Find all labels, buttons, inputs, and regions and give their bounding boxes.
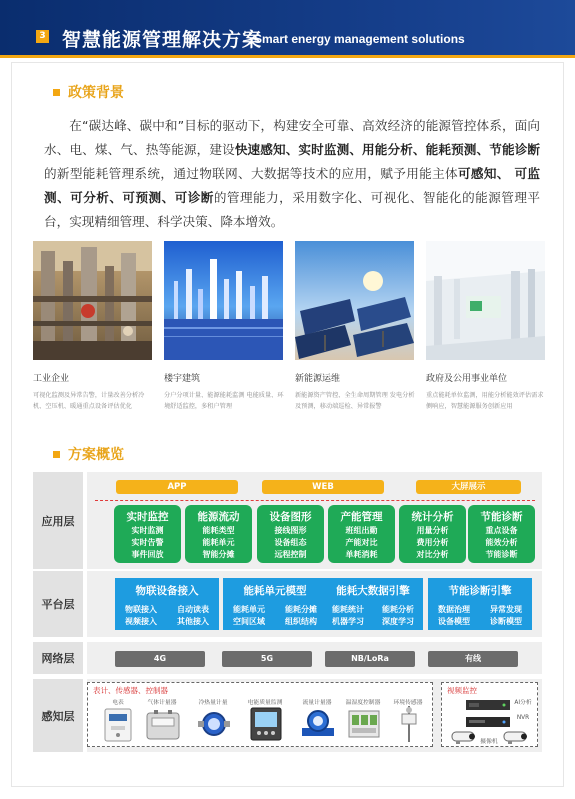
module-item: 费用分析 (416, 538, 449, 547)
overview-heading (53, 444, 124, 464)
module-item: 智能分摊 (202, 550, 235, 559)
module-title: 物联设备接入 (135, 585, 199, 597)
case-description: 新能源资产管控、全生命周期管理 发电分析及预测，移动端巡检、异常报警 (295, 392, 415, 410)
module-title: 设备图形 (269, 511, 312, 523)
gas-meter-icon (146, 710, 180, 744)
policy-text: 在“碳达峰、碳中和”目标的驱动下，构建安全可靠、高效经济的能源管控体系，面向水、电、煤、气、热等能源，建设 (44, 118, 540, 157)
network-4g: 4G (115, 651, 205, 667)
policy-keywords: 快速感知、实时监测、用能分析、能耗预测、节能诊断 (234, 142, 541, 157)
video-device-label: NVR (516, 715, 530, 721)
policy-text: 的管理能力，采用数字化、可视化、智能化的能源管理平台，实现精细管理、科学决策、降本增效。 (44, 190, 541, 229)
case-description: 重点能耗单位监测，用能分析能效评估需求侧响应，智慧能源服务创新应用 (426, 392, 544, 410)
camera-icon (448, 729, 478, 748)
device-label: 电表 (112, 700, 124, 706)
case-description: 分户分项计量、能源能耗监测 电能质量、环境舒适监控，多租户管理 (164, 392, 284, 410)
policy-keywords: 可感知、 可监测、可分析、可预测、可诊断 (44, 166, 541, 205)
module-item: 设备组态 (274, 538, 307, 547)
module-item: 视频接入 (125, 617, 157, 626)
module-item: 能耗单元 (233, 605, 265, 614)
video-group-title: 视频监控 (447, 686, 477, 695)
module-item: 班组出勤 (345, 526, 378, 535)
network-5g: 5G (222, 651, 312, 667)
device-label: 流量计量器 (302, 700, 332, 706)
module-item: 实时告警 (131, 538, 164, 547)
app-module-statistics (399, 505, 466, 563)
module-item: 空间区域 (233, 617, 265, 626)
app-module-energy-flow (185, 505, 252, 563)
app-module-monitor (114, 505, 181, 563)
module-item: 诊断模型 (490, 617, 522, 626)
module-item: 机器学习 (332, 617, 364, 626)
platform-module-diagnosis-engine (428, 578, 532, 630)
camera-icon (500, 729, 530, 748)
header-accent-strip (0, 55, 575, 58)
heading-marker-icon (53, 451, 60, 458)
heading-marker-icon (53, 89, 60, 96)
module-item: 物联接入 (125, 605, 157, 614)
module-item: 实时监测 (131, 526, 164, 535)
layer-label-sensing: 感知层 (33, 679, 83, 752)
module-title: 统计分析 (411, 511, 454, 523)
module-title: 能耗单元模型 (243, 585, 307, 597)
policy-text: 的新型能耗管理系统，通过物联网、大数据等技术的应用，赋予用能主体 (44, 166, 458, 181)
policy-heading (53, 82, 124, 102)
video-device-label: AI分析 (514, 700, 532, 706)
module-item: 接线图形 (274, 526, 307, 535)
module-item: 用量分析 (416, 526, 449, 535)
module-item: 能耗分摊 (285, 605, 317, 614)
module-item: 远程控制 (274, 550, 307, 559)
electric-meter-icon (104, 708, 132, 746)
module-item: 能耗类型 (202, 526, 235, 535)
platform-module-bigdata (323, 578, 423, 630)
module-item: 数据治理 (438, 605, 470, 614)
page-title: 智慧能源管理解决方案 (62, 29, 263, 51)
module-title: 实时监控 (126, 511, 169, 523)
module-item: 自动读表 (177, 605, 209, 614)
solar-photo (295, 241, 414, 360)
layer-label-app: 应用层 (33, 472, 83, 569)
device-label: 温湿度控制器 (345, 700, 381, 706)
module-item: 设备模型 (438, 617, 470, 626)
layer-label-platform: 平台层 (33, 571, 83, 637)
module-title: 产能管理 (340, 511, 383, 523)
channel-bigscreen: 大屏展示 (416, 480, 521, 494)
power-quality-monitor-icon (250, 707, 282, 745)
module-item: 节能诊断 (485, 550, 518, 559)
policy-paragraph (44, 114, 540, 234)
page-title-en: Smart energy management solutions (254, 32, 465, 46)
case-title: 工业企业 (33, 374, 70, 384)
module-item: 组织结构 (285, 617, 317, 626)
module-item: 对比分析 (416, 550, 449, 559)
meter-group-title: 表计、传感器、控制器 (93, 686, 168, 695)
platform-module-unit-model (223, 578, 327, 630)
app-module-device-graphic (257, 505, 324, 563)
module-item: 能效分析 (485, 538, 518, 547)
module-title: 能源流动 (197, 511, 240, 523)
network-nb-lora: NB/LoRa (325, 651, 415, 667)
temperature-controller-icon (348, 710, 380, 742)
module-item: 能耗单元 (202, 538, 235, 547)
device-label: 冷热量计量 (198, 700, 228, 706)
case-title: 楼宇建筑 (164, 374, 201, 384)
module-item: 能耗分析 (382, 605, 414, 614)
case-description: 可视化监测及异常告警，计量改善分析冷机、空压机、暖通重点设备评估优化 (33, 392, 145, 410)
industrial-photo (33, 241, 152, 360)
public-building-photo (426, 241, 545, 360)
module-item: 深度学习 (382, 617, 414, 626)
module-item: 其他接入 (177, 617, 209, 626)
device-label: 气体计量器 (147, 700, 177, 706)
device-label: 环境传感器 (393, 700, 423, 706)
module-item: 事件回放 (131, 550, 164, 559)
video-device-label: 摄像机 (480, 739, 498, 745)
overview-heading-text: 方案概览 (68, 447, 124, 463)
app-module-diagnosis (468, 505, 535, 563)
module-item: 单耗消耗 (345, 550, 378, 559)
module-item: 异常发现 (490, 605, 522, 614)
module-title: 节能诊断引擎 (448, 585, 512, 597)
channel-web: WEB (262, 480, 384, 494)
heat-meter-icon (198, 708, 230, 744)
app-module-production (328, 505, 395, 563)
platform-module-iot (115, 578, 219, 630)
case-title: 政府及公用事业单位 (426, 374, 508, 384)
case-title: 新能源运维 (295, 374, 341, 384)
layer-label-network: 网络层 (33, 642, 83, 674)
module-item: 能耗统计 (332, 605, 364, 614)
section-number: 3 (36, 30, 49, 43)
flow-meter-icon (302, 708, 334, 744)
module-title: 节能诊断 (480, 511, 523, 523)
environment-sensor-icon (398, 706, 420, 746)
device-label: 电能质量监测 (247, 700, 283, 706)
network-wired: 有线 (428, 651, 518, 667)
channel-app: APP (116, 480, 238, 494)
policy-heading-text: 政策背景 (68, 85, 124, 101)
module-title: 能耗大数据引擎 (336, 585, 410, 597)
channel-divider (95, 500, 535, 501)
building-photo (164, 241, 283, 360)
module-item: 产能对比 (345, 538, 378, 547)
module-item: 重点设备 (485, 526, 518, 535)
